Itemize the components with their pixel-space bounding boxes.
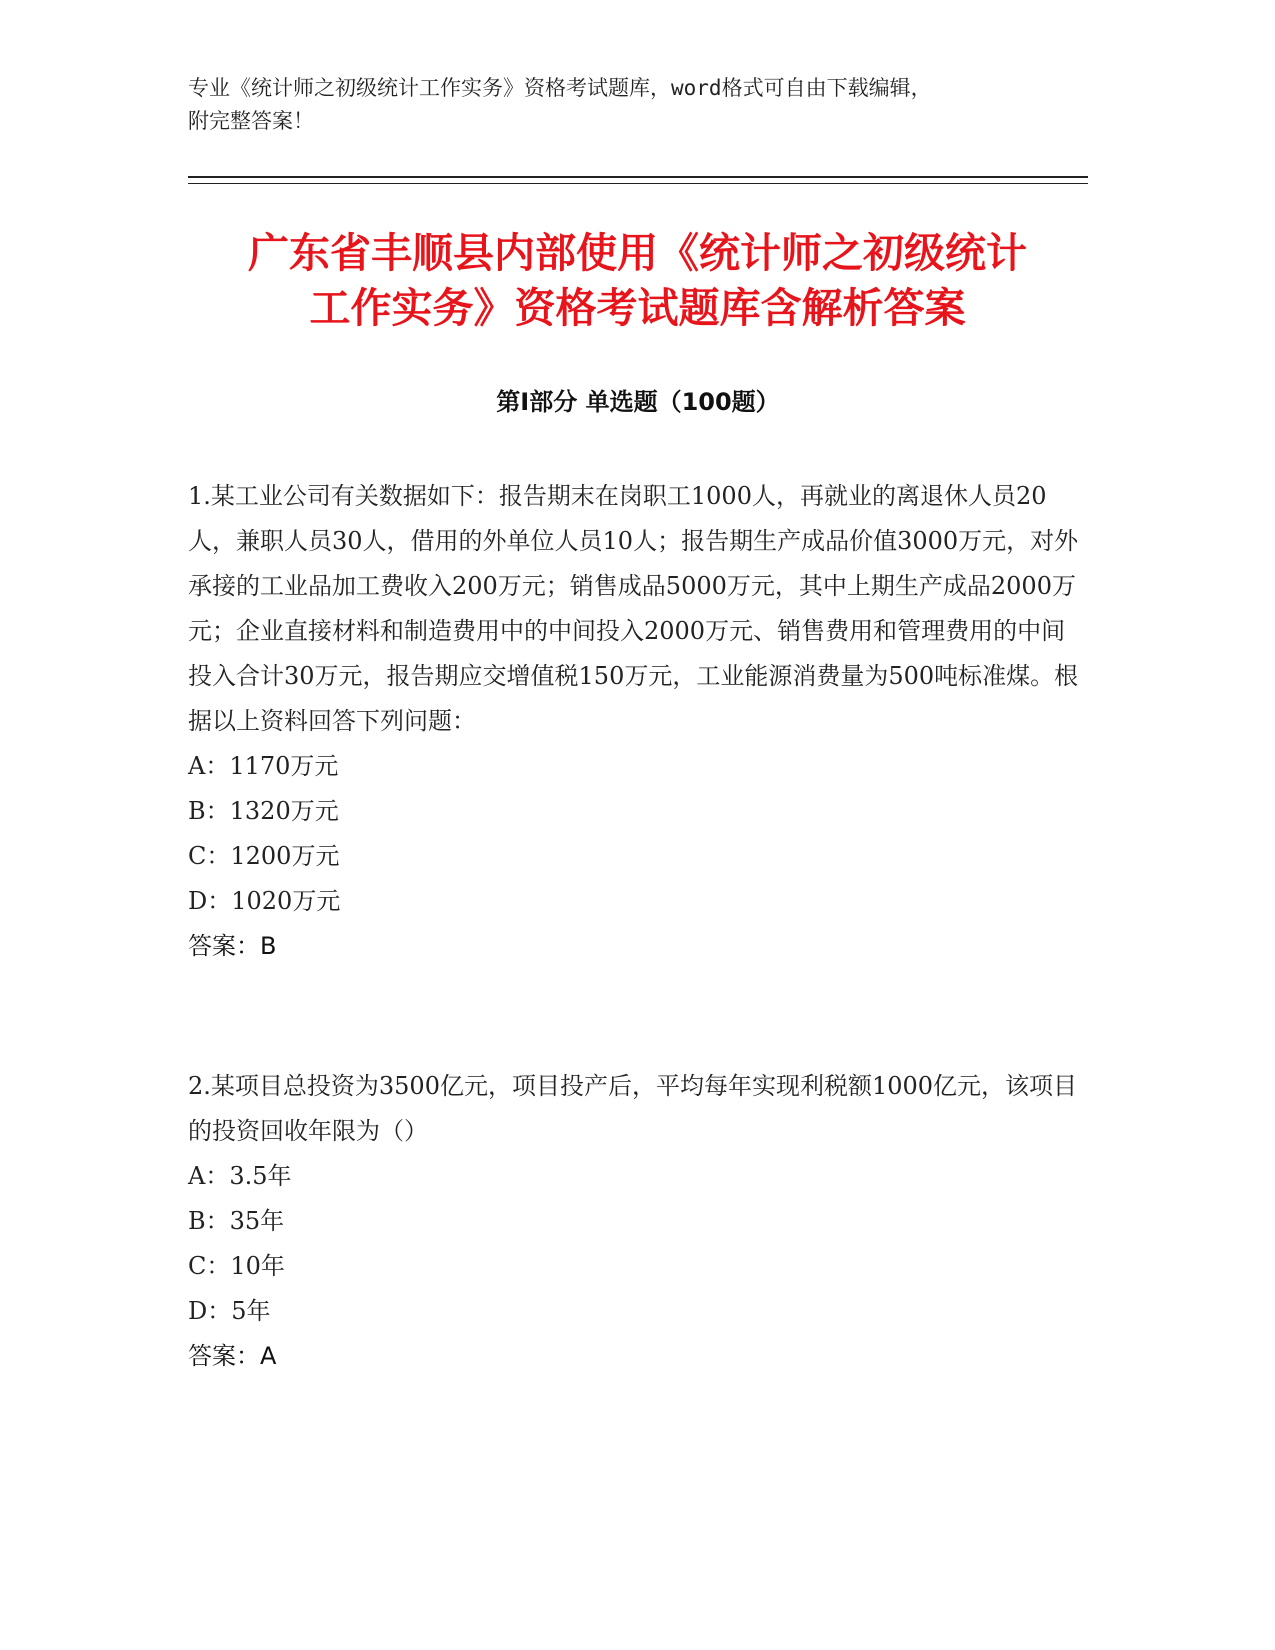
question-stem: 2.某项目总投资为3500亿元，项目投产后，平均每年实现利税额1000亿元，该项目的投资回收年限为（）: [188, 1072, 1078, 1145]
option-c: C：1200万元: [188, 842, 340, 870]
document-title-line-1: 广东省丰顺县内部使用《统计师之初级统计: [248, 229, 1027, 277]
option-a: A：3.5年: [188, 1162, 292, 1190]
option-b: B：35年: [188, 1207, 285, 1235]
header-divider-thin: [188, 183, 1088, 184]
question-1: [188, 474, 1080, 969]
option-b: B：1320万元: [188, 797, 339, 825]
header-note-line-2: 附完整答案！: [188, 109, 314, 133]
document-title: [175, 226, 1100, 336]
option-d: D：1020万元: [188, 887, 341, 915]
header-note-line-1: 专业《统计师之初级统计工作实务》资格考试题库，word格式可自由下载编辑，: [188, 76, 932, 100]
question-2: [188, 1064, 1080, 1379]
option-a: A：1170万元: [188, 752, 339, 780]
option-d: D：5年: [188, 1297, 271, 1325]
question-stem: 1.某工业公司有关数据如下：报告期末在岗职工1000人，再就业的离退休人员20人，兼职人员30人，借用的外单位人员10人；报告期生产成品价值3000万元，对外承接的工业品加工费收入200万元；销售成品5000万元，其中上期生产成品2000万元；企业直接材料和制造费用中的中间投入2000万元、销售费用和管理费用的中间投入合计30万元，报告期应交增值税150万元，工业能源消费量为500吨标准煤。根据以上资料回答下列问题：: [188, 482, 1079, 735]
answer: 答案：A: [188, 1342, 277, 1370]
document-title-line-2: 工作实务》资格考试题库含解析答案: [309, 284, 966, 332]
section-heading: 第Ⅰ部分 单选题（100题）: [496, 388, 780, 416]
option-c: C：10年: [188, 1252, 285, 1280]
header-divider-thick: [188, 176, 1088, 178]
header-note: [188, 72, 1088, 138]
answer: 答案：B: [188, 932, 277, 960]
